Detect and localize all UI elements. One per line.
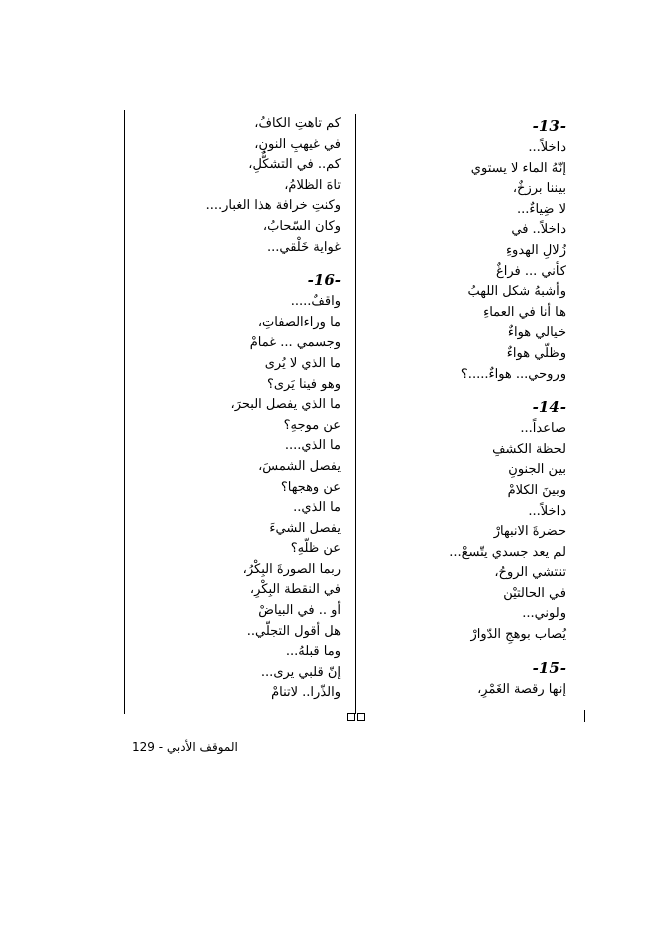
verse-line: وأشبهُ شكل اللهبُ	[467, 284, 566, 300]
verse-line: تنتشي الروحُ،	[494, 565, 566, 581]
left-margin-rule	[124, 110, 125, 714]
verse-line: وروحي... هواءٌ.....؟	[460, 366, 566, 382]
verse-line: في غيهبِ النونِ،	[254, 136, 341, 152]
verse-line: تاهَ الظلامُ،	[284, 177, 341, 193]
verse-line: وجسمي ... غمامْ	[249, 335, 341, 351]
verse-line: أو .. في البياضْ	[258, 603, 341, 619]
verse-line: إنّ قلبي يرى...	[260, 664, 341, 680]
verse-line: عن موجهِ؟	[283, 417, 341, 433]
verse-line: إنّهُ الماء لا يستوي	[470, 160, 566, 176]
verse-line: وبينَ الكلامْ	[507, 482, 566, 498]
section-13-lines	[356, 138, 566, 385]
verse-line: داخلاً.. في	[511, 222, 566, 238]
section-15-continued-lines	[131, 114, 341, 258]
section-16-heading: -16-	[307, 271, 341, 290]
section-15-heading: -15-	[532, 658, 566, 677]
verse-line: في النقطة البِكْرِ،	[249, 582, 341, 598]
verse-line: ربما الصورةَ البِكْرُ،	[242, 561, 341, 577]
section-13-heading: -13-	[532, 117, 566, 135]
verse-line: كم تاهتِ الكافُ،	[254, 116, 341, 131]
verse-line: يفصل الشيءَ	[269, 520, 341, 536]
section-14-lines	[356, 419, 566, 646]
verse-line: زُلالِ الهدوءِ	[505, 242, 566, 258]
verse-line: ما الذي لا يُرى	[264, 355, 341, 371]
verse-line: هل أقول التجلّي..	[246, 623, 341, 639]
section-14-heading: -14-	[532, 398, 566, 417]
verse-line: كم.. في التشكُّلِ،	[248, 157, 341, 173]
verse-line: غواية خَلْقي...	[267, 239, 341, 255]
verse-line: داخلاً...	[528, 503, 566, 519]
verse-line: عن وهجها؟	[280, 479, 341, 495]
verse-line: ما وراءالصفاتِ،	[257, 314, 341, 330]
verse-line: ما الذي يفصل البحرَ،	[230, 397, 341, 413]
verse-line: إنها رقصة الغَمْرِ،	[477, 681, 566, 697]
verse-line: وما قبلهُ...	[285, 644, 341, 660]
right-column	[356, 114, 566, 700]
column-divider	[355, 114, 356, 714]
verse-line: ما الذي....	[284, 438, 341, 454]
verse-line: يُصاب بوهجِ الدّوارْ	[470, 627, 566, 643]
verse-line: خيالي هواءٌ	[507, 325, 566, 341]
section-16-lines	[131, 292, 341, 704]
verse-line: عن ظلّهِ؟	[290, 541, 341, 557]
verse-line: والذّرا.. لاتنامْ	[271, 685, 341, 701]
bottom-right-mark	[584, 710, 585, 722]
left-column	[131, 114, 341, 704]
verse-line: بين الجنونِ	[508, 462, 566, 478]
verse-line: بيننا برزخٌ،	[512, 181, 566, 197]
verse-line: حضرةَ الانبهارْ	[493, 524, 566, 540]
verse-line: واقفٌ.....	[290, 294, 341, 310]
verse-line: لم يعد جسدي يتّسعْ...	[449, 544, 566, 560]
verse-line: لا ضِياءٌ...	[517, 201, 566, 217]
verse-line: وكنتِ خرافة هذا الغبار....	[205, 198, 341, 214]
verse-line: كأني ... فراغٌ	[495, 263, 566, 279]
end-square-icon	[347, 713, 355, 721]
verse-line: وهو فينا يَرى؟	[266, 376, 341, 392]
verse-line: ولوني...	[522, 606, 566, 622]
section-15-lines	[356, 680, 566, 701]
verse-line: ها أنا في العماءِ	[483, 304, 566, 320]
verse-line: داخلاً...	[528, 140, 566, 155]
verse-line: وكان السّحابُ،	[262, 218, 341, 234]
page-footer: الموقف الأدبي - 129	[132, 740, 238, 754]
verse-line: ما الذي..	[293, 500, 341, 516]
verse-line: وظلّي هواءٌ	[506, 345, 566, 361]
verse-line: في الحالتيْن	[503, 585, 566, 601]
verse-line: لحظة الكشفِ	[492, 441, 566, 457]
verse-line: صاعداً...	[520, 421, 566, 437]
end-square-icon	[357, 713, 365, 721]
verse-line: يفصل الشمسَ،	[258, 458, 341, 474]
